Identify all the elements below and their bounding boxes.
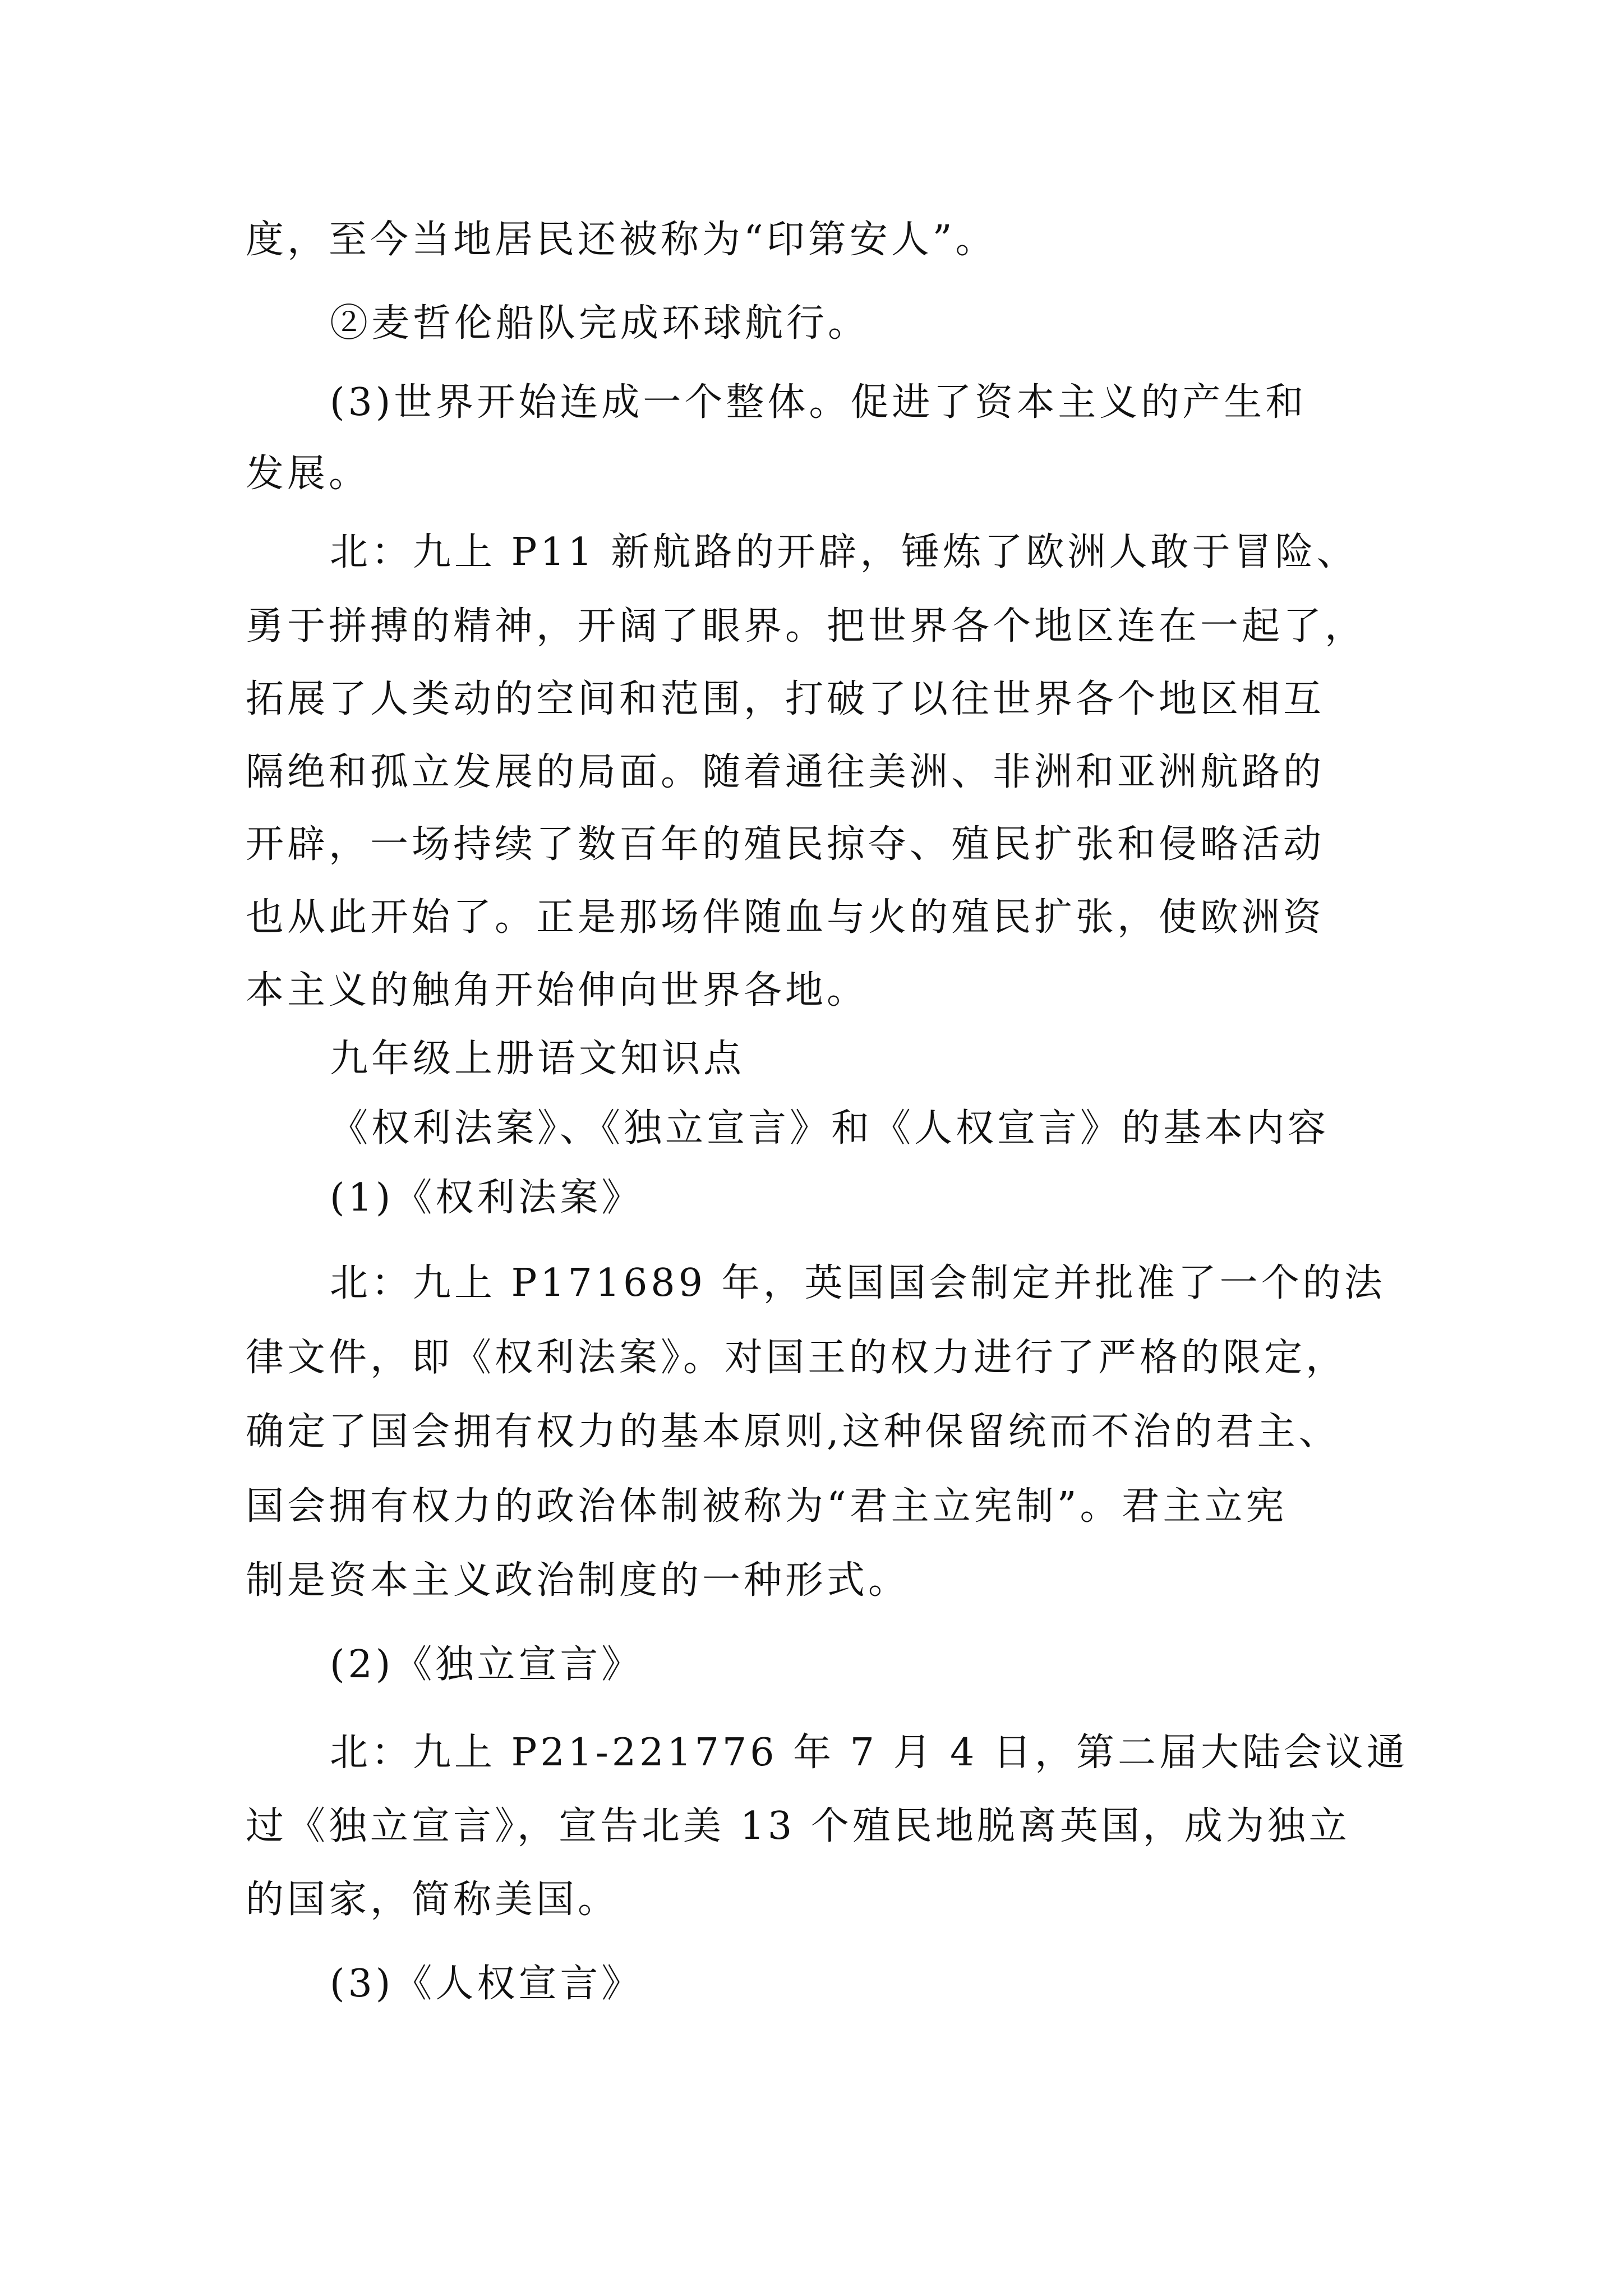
text-line: 国会拥有权力的政治体制被称为“君主立宪制”。君主立宪 <box>246 1484 1288 1529</box>
text-line: 九年级上册语文知识点 <box>330 1037 745 1081</box>
text-line: (3)《人权宣言》 <box>330 1962 643 2006</box>
text-line: 确定了国会拥有权力的基本原则,这种保留统而不治的君主、 <box>246 1410 1340 1454</box>
text-line: 度，至今当地居民还被称为“印第安人”。 <box>246 218 997 262</box>
text-line: 的国家，简称美国。 <box>246 1878 620 1922</box>
text-line: 开辟，一场持续了数百年的殖民掠夺、殖民扩张和侵略活动 <box>246 822 1325 867</box>
text-line: 拓展了人类动的空间和范围，打破了以往世界各个地区相互 <box>246 677 1325 721</box>
text-line: 过《独立宣言》，宣告北美 13 个殖民地脱离英国，成为独立 <box>246 1804 1350 1848</box>
text-line: 也从此开始了。正是那场伴随血与火的殖民扩张，使欧洲资 <box>246 895 1325 940</box>
text-line: 制是资本主义政治制度的一种形式。 <box>246 1558 910 1603</box>
text-line: 北：九上 P171689 年，英国国会制定并批准了一个的法 <box>330 1261 1386 1305</box>
text-line: 北：九上 P11 新航路的开辟，锤炼了欧洲人敢于冒险、 <box>330 530 1358 574</box>
text-line: (3)世界开始连成一个整体。促进了资本主义的产生和 <box>330 380 1307 425</box>
text-line: 律文件，即《权利法案》。对国王的权力进行了严格的限定， <box>246 1336 1348 1380</box>
text-line: 本主义的触角开始伸向世界各地。 <box>246 968 869 1013</box>
text-line: 勇于拼搏的精神，开阔了眼界。把世界各个地区连在一起了， <box>246 604 1367 648</box>
text-line: (2)《独立宣言》 <box>330 1642 643 1687</box>
text-line: 隔绝和孤立发展的局面。随着通往美洲、非洲和亚洲航路的 <box>246 750 1325 794</box>
text-line: 北：九上 P21-221776 年 7 月 4 日，第二届大陆会议通 <box>330 1731 1409 1775</box>
text-line: 《权利法案》、《独立宣言》和《人权宣言》的基本内容 <box>330 1106 1330 1151</box>
text-line: ②麦哲伦船队完成环球航行。 <box>330 301 870 346</box>
text-line: (1)《权利法案》 <box>330 1176 643 1220</box>
text-line: 发展。 <box>246 452 371 496</box>
